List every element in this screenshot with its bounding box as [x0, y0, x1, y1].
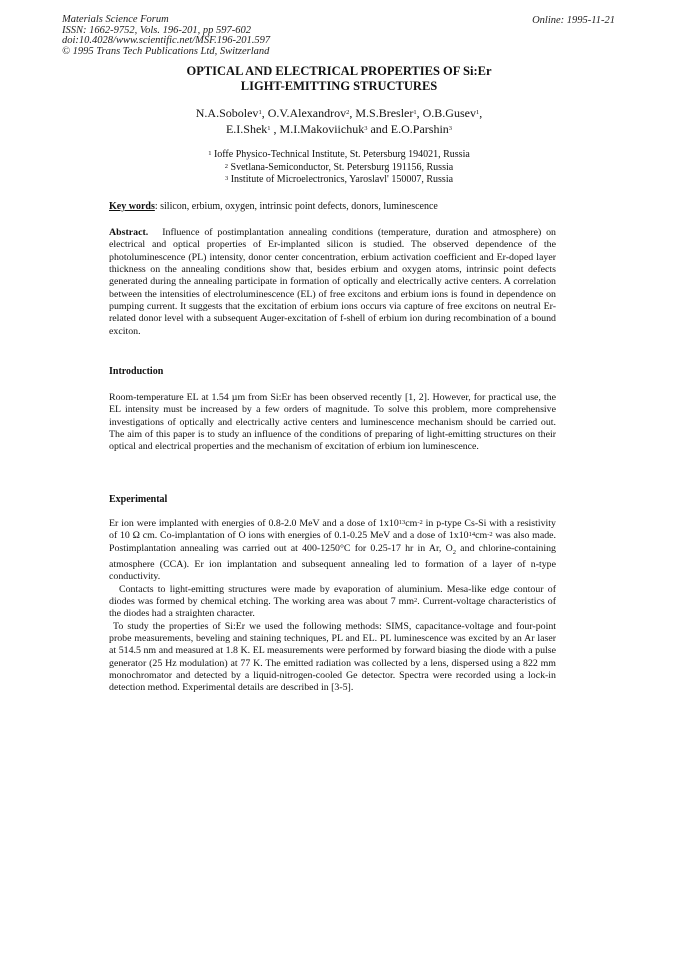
abstract: [109, 227, 556, 338]
affiliation-list: [0, 149, 678, 187]
copyright-line: © 1995 Trans Tech Publications Ltd, Switzerland: [62, 45, 270, 57]
experimental-paragraph: Contacts to light-emitting structures were made by evaporation of aluminium. Mesa-like edge contour of diodes was formed by chemical etching. The working area was about 7 $mm^2$. Current-voltage characteristics of the diodes had a straighten character.: [109, 583, 556, 620]
title-line-1: OPTICAL AND ELECTRICAL PROPERTIES OF Si:Er: [186, 64, 492, 78]
experimental-heading: Experimental: [109, 494, 168, 505]
author-name: N.A.Sobolev: [195, 106, 259, 120]
author-name: O.V.Alexandrov: [267, 106, 347, 120]
experimental-paragraph: To study the properties of Si:Er we used the following methods: SIMS, capacitance-voltage and four-point probe measurements, beveling and staining techniques, PL and EL. PL luminescence was excited by an Ar laser at 514.5 nm and measured at 1.8 K. EL measurements were performed by forward biasing the diode with a pulse generator (25 Hz modulation) at 77 K. The emitted radiation was collected by a lens, dispersed using a 822 mm monochromator and detected by a liquid-nitrogen-cooled Ge detector. Spectra were recorded using a lock-in detection method. Experimental details are described in [3-5].: [109, 620, 556, 694]
keywords: [109, 201, 438, 212]
author-list: N.A.Sobolev$^1$, O.V.Alexandrov$^2$, M.S.Bresler$^1$, O.B.Gusev$^1$, E.I.Shek$^1$ , M.I.Makoviichuk$^3$ and E.O.Parshin$^3$: [195, 106, 483, 136]
online-date: Online: 1995-11-21: [532, 15, 615, 26]
author-name: E.O.Parshin: [390, 121, 449, 136]
doi-line: doi:10.4028/www.scientific.net/MSF.196-201.597: [62, 35, 271, 47]
affiliation: $^3$ Institute of Microelectronics, Yaroslavl' 150007, Russia: [224, 174, 454, 186]
journal-name: Materials Science Forum: [62, 14, 169, 25]
author-name: M.I.Makoviichuk: [279, 121, 365, 136]
abstract-label: Abstract.: [109, 227, 149, 238]
citation-header: [62, 15, 270, 57]
author-name: E.I.Shek: [225, 121, 268, 136]
issn-line: ISSN: 1662-9752, Vols. 196-201, pp 597-602: [62, 24, 251, 36]
author-name: M.S.Bresler: [355, 106, 414, 120]
experimental-paragraph: Er ion were implanted with energies of 0.8-2.0 MeV and a dose of $1x10^{13}cm^{-2}$ in p-type Cs-Si with a resistivity of 10 Ω cm. Co-implantation of O ions with energies of 0.1-0.25 MeV and a dose of $1x10^{14}cm^{-2}$ was also made. Postimplantation annealing was carried out at 400-1250°C for 0.25-17 hr in Ar, $O_2$ and chlorine-containing atmosphere (CCA). Er ion implantation and subsequent annealing led to formation of a layer of n-type conductivity.: [109, 518, 556, 583]
author-name: O.B.Gusev: [422, 106, 476, 120]
affiliation: $^2$ Svetlana-Semiconductor, St. Petersburg 191156, Russia: [224, 161, 454, 173]
keywords-text: : silicon, erbium, oxygen, intrinsic point defects, donors, luminescence: [154, 201, 438, 212]
affiliation: $^1$ Ioffe Physico-Technical Institute, St. Petersburg 194021, Russia: [208, 149, 470, 160]
keywords-label: Key words: [109, 201, 155, 212]
abstract-text: Influence of postimplantation annealing conditions (temperature, duration and atmosphere) on electrical and optical properties of Er-implanted silicon is studied. The observed dependence of the photoluminescence (PL) intensity, donor center concentration, erbium activation coefficient and Er-doped layer thickness on the annealing conditions show that, besides erbium and oxygen atoms, intrinsic point defects generated during the annealing participate in formation of optically and electrically active centers. A correlation between the intensities of electroluminescence (EL) of free excitons and erbium ions is found in dependence on pumping current. It suggests that the excitation of erbium ions occurs via capture of free excitons on neutral Er-related donor level with a subsequent Auger-excitation of f-shell of erbium ion during recombination of a bound exciton.: [109, 227, 556, 337]
introduction-paragraph: Room-temperature EL at 1.54 µm from Si:Er has been observed recently [1, 2]. However, for practical use, the EL intensity must be increased by a few orders of magnitude. To solve this problem, more comprehensive investigations of optically and electrically active centers and luminescence mechanism should be carried out. The aim of this paper is to study an influence of the conditions of preparing of light-emitting structures on their optical and electrical properties and the mechanism of excitation of erbium ion luminescence.: [109, 392, 556, 453]
experimental-section: [109, 518, 556, 695]
title-line-2: LIGHT-EMITTING STRUCTURES: [240, 78, 438, 93]
introduction-heading: Introduction: [109, 366, 164, 377]
paper-title: [0, 64, 678, 93]
